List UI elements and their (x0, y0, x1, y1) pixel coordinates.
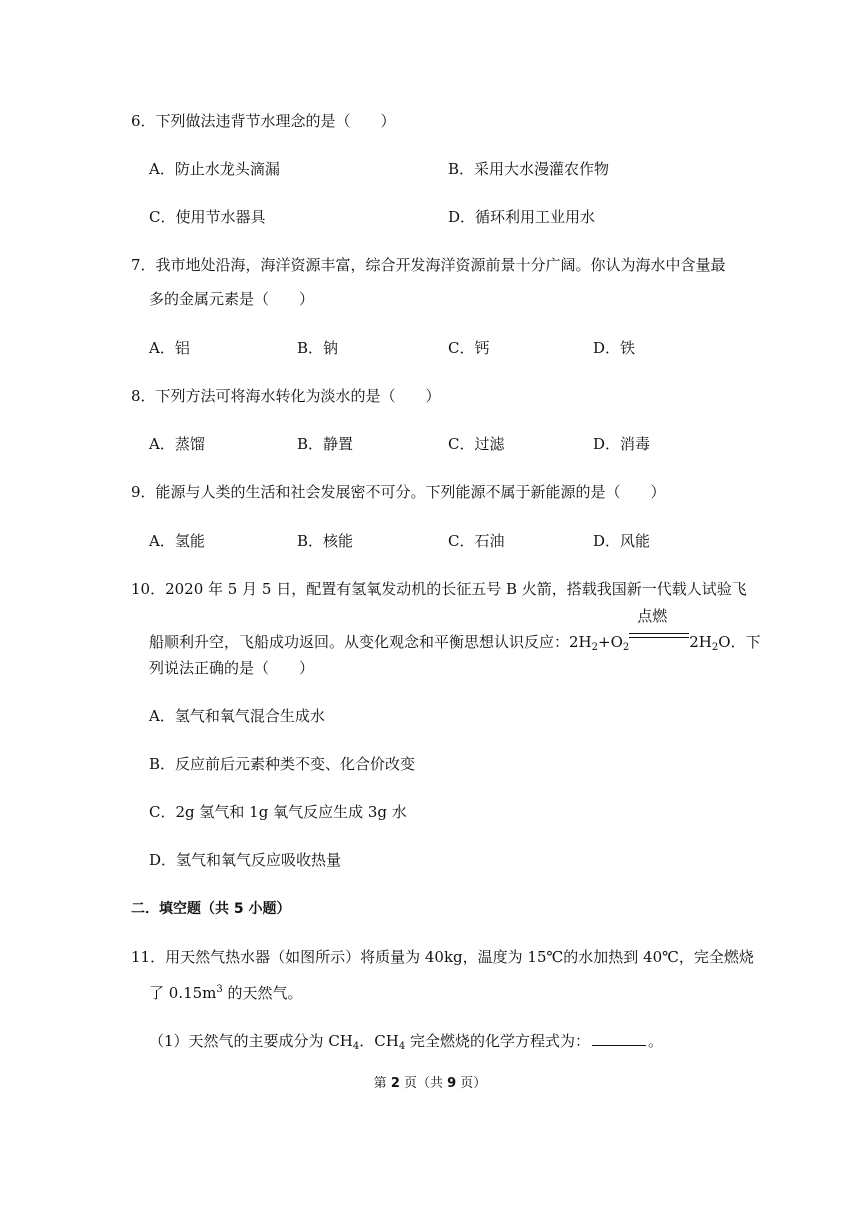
question-6-stem: 6．下列做法违背节水理念的是（ ） (131, 112, 396, 130)
q10-option-c: C．2g 氢气和 1g 氧气反应生成 3g 水 (149, 803, 407, 821)
answer-blank[interactable] (592, 1031, 646, 1046)
q10-option-b: B．反应前后元素种类不变、化合价改变 (149, 755, 416, 773)
q10-option-d: D．氢气和氧气反应吸收热量 (149, 851, 342, 869)
section-title: 二．填空题（共 5 小题） (131, 901, 291, 917)
q7-option-b: B．钠 (297, 339, 339, 357)
reaction-equation: $2H_2+O_2$ 点燃 $2H_2O$ (569, 607, 731, 653)
q9-option-d: D．风能 (593, 532, 651, 550)
footer-mid: 页（共 (399, 1076, 448, 1091)
q11-part1-prefix: （1）天然气的主要成分为 CH (149, 1032, 353, 1050)
q8-option-c: C．过滤 (448, 435, 505, 453)
q7-option-d: D．铁 (593, 339, 636, 357)
q10-option-a: A．氢气和氧气混合生成水 (149, 707, 325, 725)
question-7-stem-line2: 多的金属元素是（ ） (149, 290, 315, 308)
q11-part1-after: 完全燃烧的化学方程式为： (405, 1032, 590, 1050)
q6-option-c: C．使用节水器具 (149, 208, 266, 226)
q6-option-a: A．防止水龙头滴漏 (149, 160, 280, 178)
question-10-stem-line2-text: 船顺利升空，飞船成功返回。从变化观念和平衡思想认识反应： (149, 633, 570, 651)
reaction-arrow (629, 607, 689, 647)
q9-option-c: C．石油 (448, 532, 505, 550)
q11-part1-end: 。 (647, 1032, 663, 1050)
q6-option-d: D．循环利用工业用水 (448, 208, 596, 226)
question-11-stem-line1: 11．用天然气热水器（如图所示）将质量为 40kg，温度为 15℃的水加热到 40℃，完全燃烧 (131, 948, 754, 966)
footer-total-pages: 9 (447, 1076, 457, 1091)
q11-part1-mid: ．CH (359, 1032, 399, 1050)
q6-option-b: B．采用大水漫灌农作物 (448, 160, 610, 178)
footer-post: 页） (456, 1076, 487, 1091)
q7-option-a: A．铝 (149, 339, 190, 357)
q11-line2-superscript: 3 (216, 984, 223, 995)
question-9-stem: 9．能源与人类的生活和社会发展密不可分。下列能源不属于新能源的是（ ） (131, 483, 666, 501)
q8-option-a: A．蒸馏 (149, 435, 205, 453)
question-11-part1: （1）天然气的主要成分为 $CH_4$．$CH_4$ 完全燃烧的化学方程式为： 。 (149, 1032, 663, 1052)
q8-option-d: D．消毒 (593, 435, 651, 453)
q11-line2-suffix: 的天然气。 (222, 984, 303, 1002)
reaction-condition: 点燃 (637, 607, 668, 625)
question-10-stem-line2-end: ．下 (730, 633, 761, 651)
question-8-stem: 8．下列方法可将海水转化为淡水的是（ ） (131, 387, 441, 405)
question-11-stem-line2 (149, 983, 303, 1003)
question-7-stem-line1: 7．我市地处沿海，海洋资源丰富，综合开发海洋资源前景十分广阔。你认为海水中含量最 (131, 256, 726, 274)
q7-option-c: C．钙 (448, 339, 490, 357)
q8-option-b: B．静置 (297, 435, 354, 453)
footer-pre: 第 (373, 1076, 391, 1091)
footer-page-number: 2 (390, 1076, 400, 1091)
q9-option-a: A．氢能 (149, 532, 205, 550)
q11-line2-prefix: 了 0.15m (149, 984, 217, 1002)
question-10-stem-line2 (149, 607, 761, 653)
page-footer (0, 1072, 860, 1091)
question-10-stem-line1: 10．2020 年 5 月 5 日，配置有氢氧发动机的长征五号 B 火箭，搭载我国新一代载人试验飞 (131, 580, 747, 598)
question-10-stem-line3: 列说法正确的是（ ） (149, 659, 315, 677)
q9-option-b: B．核能 (297, 532, 354, 550)
